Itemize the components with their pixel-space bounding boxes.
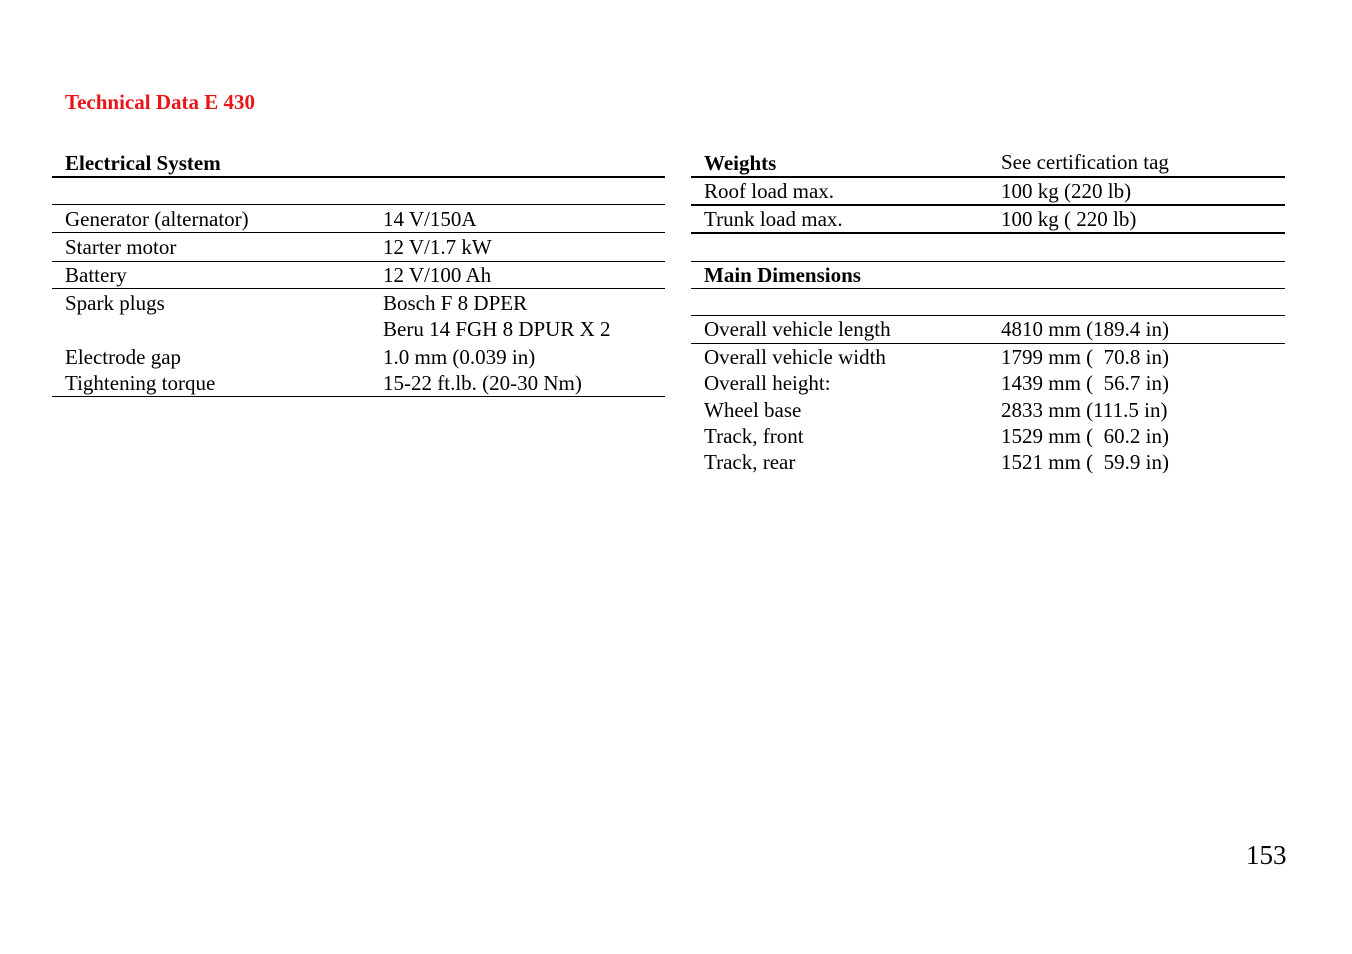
row-label-vehicle-length: Overall vehicle length — [704, 317, 891, 341]
row-value-generator: 14 V/150A — [383, 207, 477, 231]
divider — [691, 288, 1285, 289]
row-label-tightening-torque: Tightening torque — [65, 371, 216, 395]
row-label-wheel-base: Wheel base — [704, 398, 802, 422]
electrical-system-heading: Electrical System — [65, 151, 221, 175]
page-title: Technical Data E 430 — [65, 90, 255, 114]
row-value-track-front: 1529 mm ( 60.2 in) — [1001, 424, 1169, 448]
row-value-roof-load: 100 kg (220 lb) — [1001, 179, 1132, 203]
divider — [52, 232, 665, 233]
row-label-track-rear: Track, rear — [704, 450, 796, 474]
row-value-track-rear: 1521 mm ( 59.9 in) — [1001, 450, 1169, 474]
row-label-track-front: Track, front — [704, 424, 804, 448]
row-value-spark-plugs: Bosch F 8 DPER — [383, 291, 528, 315]
divider — [52, 204, 665, 205]
main-dimensions-heading: Main Dimensions — [704, 263, 861, 287]
page-number: 153 — [1246, 840, 1287, 870]
row-label-electrode-gap: Electrode gap — [65, 345, 182, 369]
row-label-vehicle-width: Overall vehicle width — [704, 345, 886, 369]
row-value-battery: 12 V/100 Ah — [383, 263, 492, 287]
divider — [52, 288, 665, 289]
divider — [52, 396, 665, 397]
row-label-roof-load: Roof load max. — [704, 179, 835, 203]
row-value-vehicle-length: 4810 mm (189.4 in) — [1001, 317, 1169, 341]
row-label-spark-plugs: Spark plugs — [65, 291, 165, 315]
divider — [52, 176, 665, 178]
divider — [52, 261, 665, 262]
divider — [691, 176, 1285, 178]
row-label-trunk-load: Trunk load max. — [704, 207, 843, 231]
row-value-trunk-load: 100 kg ( 220 lb) — [1001, 207, 1137, 231]
weights-heading-value: See certification tag — [1001, 150, 1169, 174]
divider — [691, 204, 1285, 206]
row-value-vehicle-width: 1799 mm ( 70.8 in) — [1001, 345, 1169, 369]
row-label-overall-height: Overall height: — [704, 371, 831, 395]
row-value-overall-height: 1439 mm ( 56.7 in) — [1001, 371, 1169, 395]
weights-heading: Weights — [704, 151, 777, 175]
row-label-starter-motor: Starter motor — [65, 235, 177, 259]
row-value-starter-motor: 12 V/1.7 kW — [383, 235, 492, 259]
row-value-spark-plugs-alt: Beru 14 FGH 8 DPUR X 2 — [383, 317, 611, 341]
row-value-tightening-torque: 15-22 ft.lb. (20-30 Nm) — [383, 371, 582, 395]
divider — [691, 232, 1285, 234]
row-label-battery: Battery — [65, 263, 127, 287]
divider — [691, 261, 1285, 262]
row-value-electrode-gap: 1.0 mm (0.039 in) — [383, 345, 536, 369]
row-value-wheel-base: 2833 mm (111.5 in) — [1001, 398, 1168, 422]
divider — [691, 343, 1285, 344]
divider — [691, 315, 1285, 316]
row-label-generator: Generator (alternator) — [65, 207, 249, 231]
